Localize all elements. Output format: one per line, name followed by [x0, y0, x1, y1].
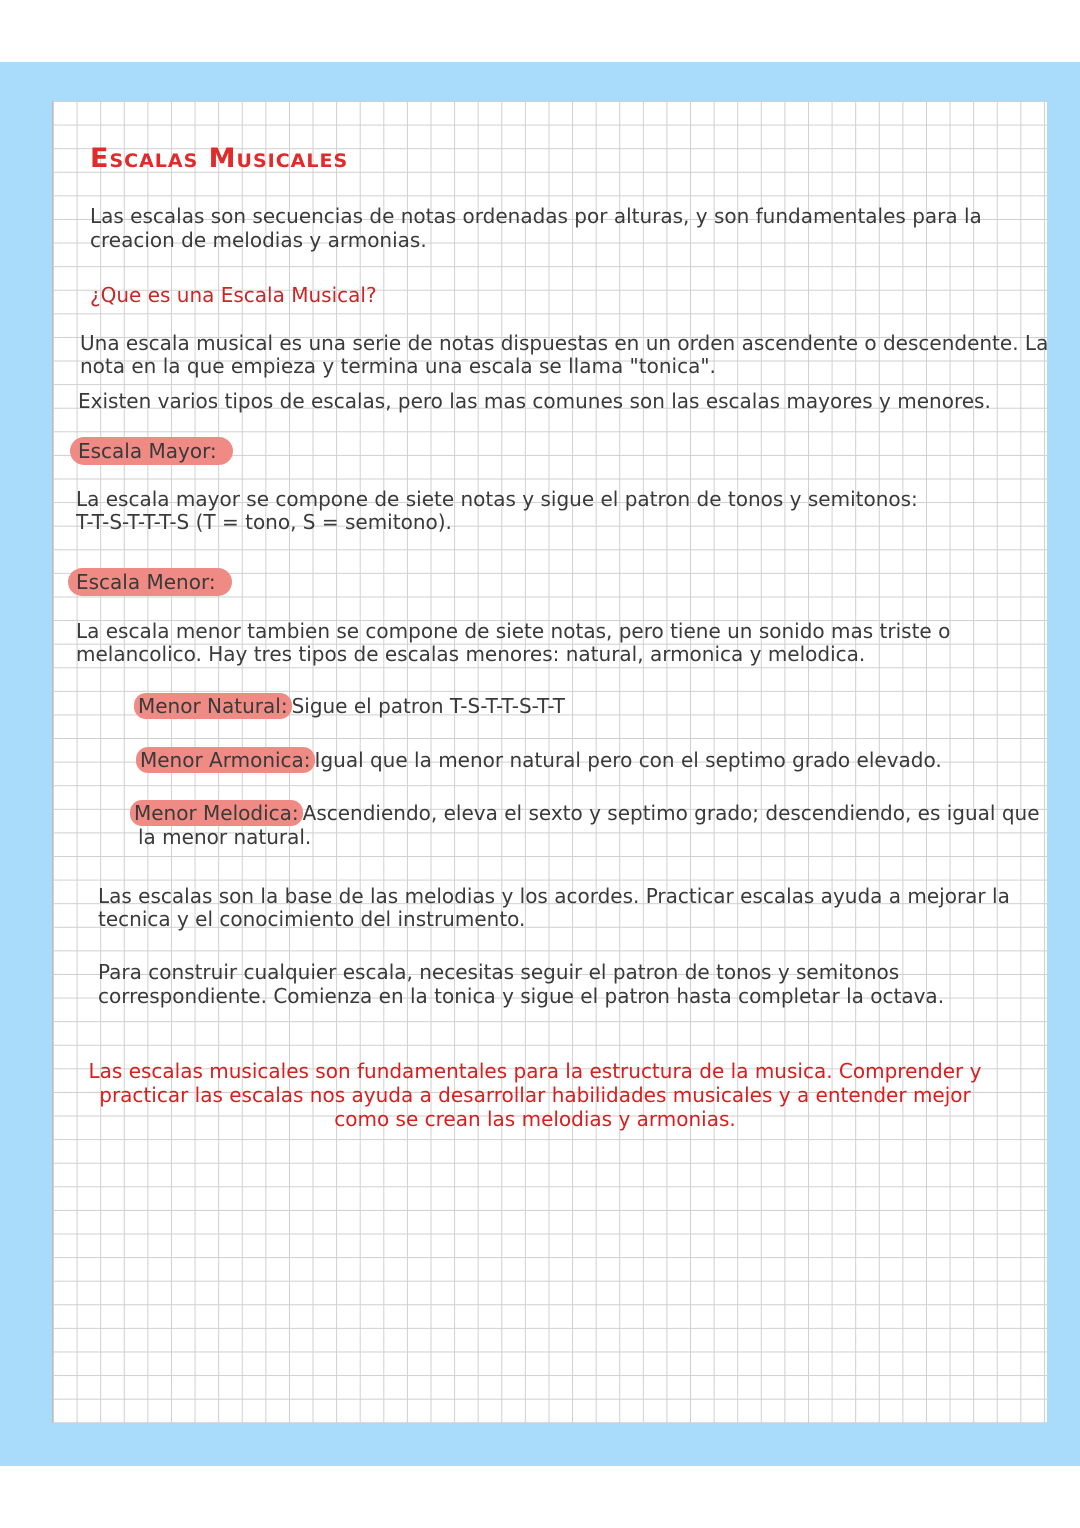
intro-line-1: Las escalas son secuencias de notas ordenadas por alturas, y son fundamentales para la: [90, 204, 982, 228]
type-melodica-text: Ascendiendo, eleva el sexto y septimo grado; descendiendo, es igual que: [302, 801, 1040, 825]
section-question: ¿Que es una Escala Musical?: [90, 283, 377, 307]
page-title: Escalas Musicales: [90, 143, 349, 174]
definition-line-1: Una escala musical es una serie de notas dispuestas en un orden ascendente o descendente. La: [80, 331, 1049, 355]
type-melodica: [130, 801, 1040, 825]
type-melodica-line-2: la menor natural.: [138, 825, 312, 849]
type-armonica-label: Menor Armonica:: [136, 747, 315, 773]
mayor-line-2: T-T-S-T-T-T-S (T = tono, S = semitono).: [76, 510, 452, 534]
intro-line-2: creacion de melodias y armonias.: [90, 228, 427, 252]
practice-line-2: tecnica y el conocimiento del instrumento.: [98, 907, 526, 931]
mayor-line-1: La escala mayor se compone de siete notas y sigue el patron de tonos y semitonos:: [76, 487, 918, 511]
definition-line-2: nota en la que empieza y termina una escala se llama "tonica".: [80, 354, 716, 378]
conclusion-line-2: practicar las escalas nos ayuda a desarrollar habilidades musicales y a entender mejor: [99, 1083, 971, 1107]
build-line-2: correspondiente. Comienza en la tonica y sigue el patron hasta completar la octava.: [98, 984, 945, 1008]
definition-line-3: Existen varios tipos de escalas, pero las mas comunes son las escalas mayores y menores.: [78, 389, 991, 413]
type-melodica-label: Menor Melodica:: [130, 800, 303, 826]
type-natural: [134, 694, 565, 718]
menor-line-1: La escala menor tambien se compone de siete notas, pero tiene un sonido mas triste o: [76, 619, 951, 643]
menor-line-2: melancolico. Hay tres tipos de escalas menores: natural, armonica y melodica.: [76, 642, 866, 666]
type-natural-label: Menor Natural:: [134, 693, 292, 719]
type-armonica: [136, 748, 942, 772]
build-line-1: Para construir cualquier escala, necesitas seguir el patron de tonos y semitonos: [98, 960, 900, 984]
conclusion-line-3: como se crean las melodias y armonias.: [334, 1107, 736, 1131]
practice-line-1: Las escalas son la base de las melodias y los acordes. Practicar escalas ayuda a mejorar la: [98, 884, 1010, 908]
mayor-label: Escala Mayor:: [70, 437, 233, 465]
conclusion-line-1: Las escalas musicales son fundamentales para la estructura de la musica. Comprender y: [88, 1059, 982, 1083]
type-armonica-text: Igual que la menor natural pero con el septimo grado elevado.: [314, 748, 942, 772]
type-natural-text: Sigue el patron T-S-T-T-S-T-T: [291, 694, 565, 718]
menor-label: Escala Menor:: [68, 568, 232, 596]
